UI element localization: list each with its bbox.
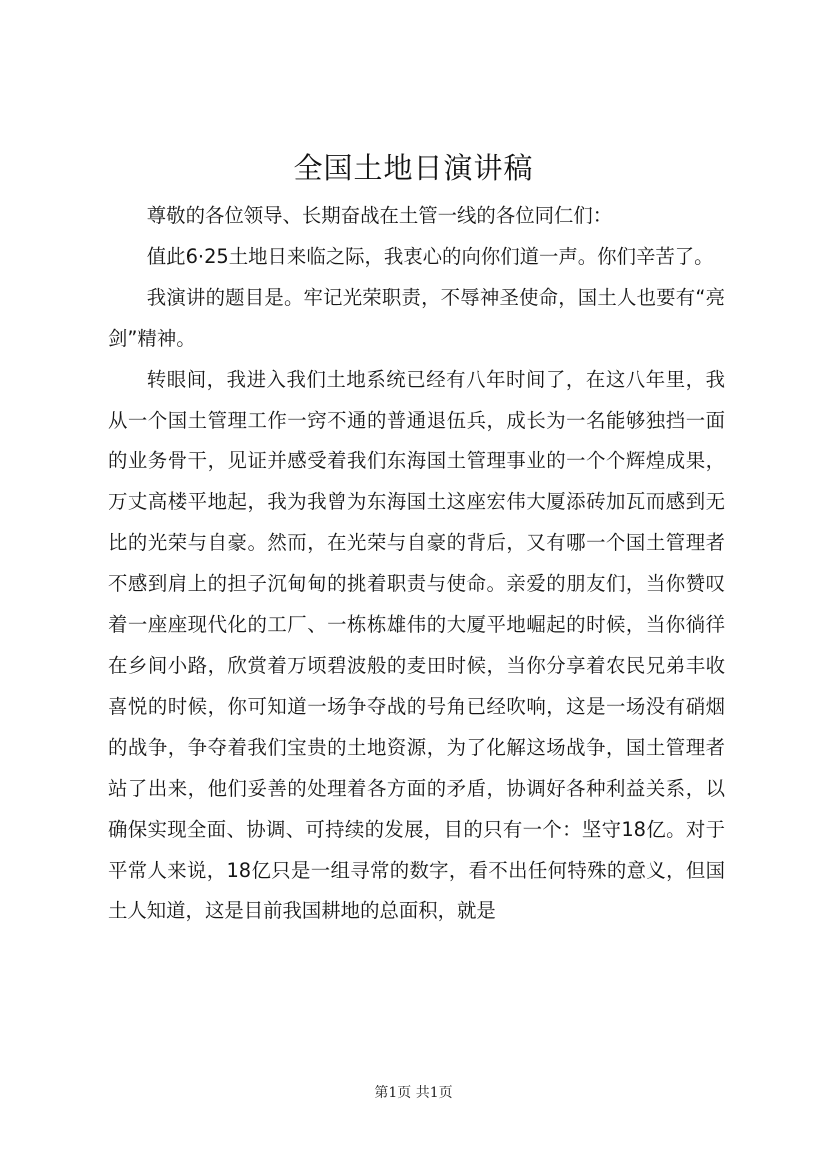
paragraph-greeting: 值此6·25土地日来临之际，我衷心的向你们道一声。你们辛苦了。: [146, 244, 714, 268]
paragraph-topic: 我演讲的题目是。牢记光荣职责，不辱神圣使命，国土人也要有“亮剑”精神。: [108, 285, 725, 350]
page-number-label: 第1页 共1页: [374, 1085, 453, 1101]
page-footer: [0, 1083, 827, 1103]
paragraph-salutation: 尊敬的各位领导、长期奋战在土管一线的各位同仁们：: [146, 204, 613, 227]
paragraph-main: 转眼间，我进入我们土地系统已经有八年时间了，在这八年里，我从一个国土管理工作一窍不通的普通退伍兵，成长为一名能够独挡一面的业务骨干，见证并感受着我们东海国土管理事业的一个个辉煌成果，万丈高楼平地起，我为我曾为东海国土这座宏伟大厦添砖加瓦而感到无比的光荣与自豪。然而，在光荣与自豪的背后，又有哪一个国土管理者不感到肩上的担子沉甸甸的挑着职责与使命。亲爱的朋友们，当你赞叹着一座座现代化的工厂、一栋栋雄伟的大厦平地崛起的时候，当你徜徉在乡间小路，欣赏着万顷碧波般的麦田时候，当你分享着农民兄弟丰收喜悦的时候，你可知道一场争夺战的号角已经吹响，这是一场没有硝烟的战争，争夺着我们宝贵的土地资源，为了化解这场战争，国土管理者站了出来，他们妥善的处理着各方面的矛盾，协调好各种利益关系，以确保实现全面、协调、可持续的发展，目的只有一个：坚守18亿。对于平常人来说，18亿只是一组寻常的数字，看不出任何特殊的意义，但国土人知道，这是目前我国耕地的总面积，就是: [108, 367, 725, 923]
document-body: [108, 196, 725, 932]
document-title: 全国土地日演讲稿: [293, 151, 534, 185]
